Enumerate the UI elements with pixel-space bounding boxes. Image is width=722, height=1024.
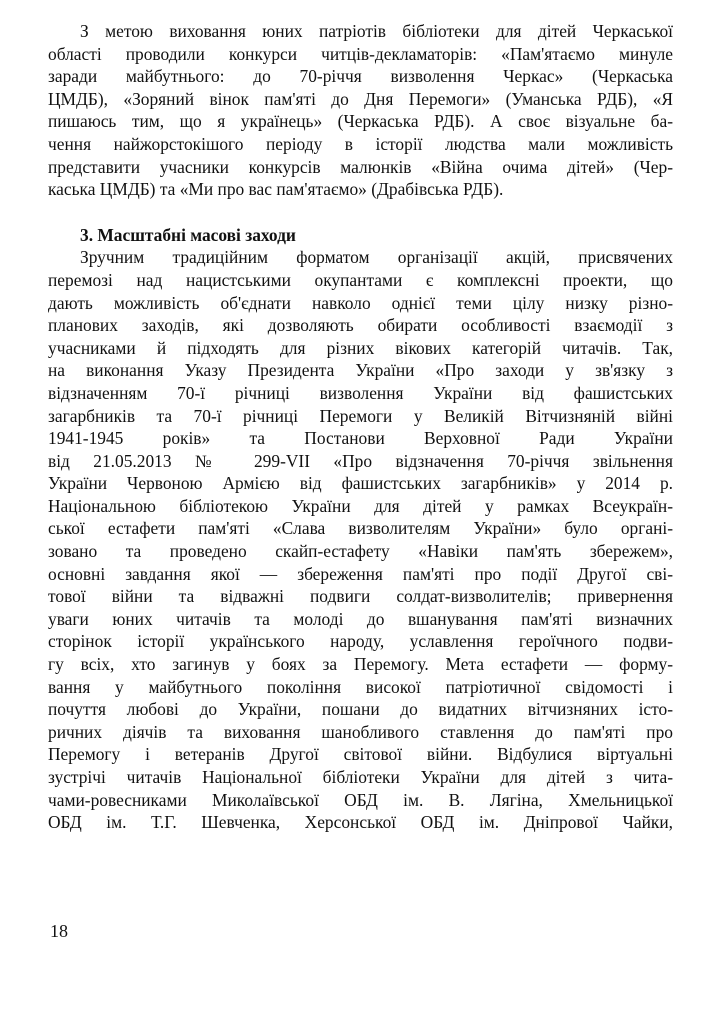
text-line: зустрічі читачів Національної бібліотеки України для дітей з чита- — [48, 767, 673, 787]
text-line: на виконання Указу Президента України «Про заходи у зв'язку з — [48, 360, 673, 381]
text-line: дають можливість об'єднати навколо однієї теми цілу низку різно- — [48, 292, 673, 313]
text-line: каська ЦМДБ) та «Ми про вас пам'ятаємо» (Драбівська РДБ). — [48, 179, 504, 200]
text-line: ЦМДБ), «Зоряний вінок пам'яті до Дня Перемоги» (Уманська РДБ), «Я — [48, 88, 673, 109]
section-heading: 3. Масштабні масові заходи — [80, 224, 296, 245]
text-line: Зручним традиційним форматом організації акцій, присвячених — [80, 247, 673, 268]
text-line: учасниками й підходять для різних вікових категорій читачів. Так, — [48, 337, 673, 358]
paragraph-mass-events — [48, 246, 673, 833]
text-line: ричних діячів та виховання шанобливого ставлення до пам'яті про — [48, 721, 673, 742]
text-line: З метою виховання юних патріотів бібліотеки для дітей Черкаської — [80, 21, 673, 41]
text-line: України Червоною Армією від фашистських загарбників» у 2014 р. — [48, 473, 673, 494]
text-line: від 21.05.2013 № 299-VII «Про відзначення 70-річчя звільнення — [48, 450, 673, 471]
text-line: ОБД ім. Т.Г. Шевченка, Херсонської ОБД ім. Дніпрової Чайки, — [48, 812, 673, 833]
text-line: чами-ровесниками Миколаївської ОБД ім. В. Лягіна, Хмельницької — [48, 789, 673, 810]
paragraph-competitions — [48, 20, 673, 201]
text-line: тової війни та відважні подвиги солдат-визволителів; привернення — [48, 586, 673, 607]
text-line: вання у майбутнього покоління високої патріотичної свідомості і — [48, 676, 673, 697]
text-line: відзначенням 70-ї річниці визволення України від фашистських — [48, 382, 673, 403]
text-line: гу всіх, хто загинув у боях за Перемогу. Мета естафети — форму- — [48, 654, 673, 675]
text-line: представити учасники конкурсів малюнків «Війна очима дітей» (Чер- — [48, 156, 673, 177]
text-line: перемозі над нацистськими окупантами є комплексні проекти, що — [48, 269, 673, 290]
page-number: 18 — [50, 921, 68, 941]
text-line: зовано та проведено скайп-естафету «Навіки пам'ять збережем», — [48, 541, 673, 562]
page-body — [48, 20, 673, 834]
text-line: 1941-1945 років» та Постанови Верховної Ради України — [48, 428, 673, 449]
text-line: ської естафети пам'яті «Слава визволителям України» було органі- — [48, 518, 673, 539]
text-line: загарбників та 70-ї річниці Перемоги у Великій Вітчизняній війні — [48, 405, 673, 426]
text-line: Національною бібліотекою України для дітей у рамках Всеукраїн- — [48, 495, 673, 516]
text-line: Перемогу і ветеранів Другої світової війни. Відбулися віртуальні — [48, 744, 673, 765]
text-line: сторінок історії українського народу, уславлення героїчного подви- — [48, 631, 673, 652]
text-line: уваги юних читачів та молоді до вшанування пам'яті визначних — [48, 608, 673, 629]
text-line: основні завдання якої — збереження пам'яті про події Другої сві- — [48, 563, 673, 584]
text-line: почуття любові до України, пошани до видатних вітчизняних істо- — [48, 699, 673, 720]
text-line: пишаюсь тим, що я українець» (Черкаська РДБ). А своє візуальне ба- — [48, 111, 673, 132]
text-line: заради майбутнього: до 70-річчя визволення Черкас» (Черкаська — [48, 66, 673, 87]
text-line: чення найжорстокішого періоду в історії людства мали можливість — [48, 133, 673, 154]
text-line: планових заходів, які дозволяють обирати особливості взаємодії з — [48, 315, 673, 336]
text-line: області проводили конкурси читців-декламаторів: «Пам'ятаємо минуле — [48, 43, 673, 64]
